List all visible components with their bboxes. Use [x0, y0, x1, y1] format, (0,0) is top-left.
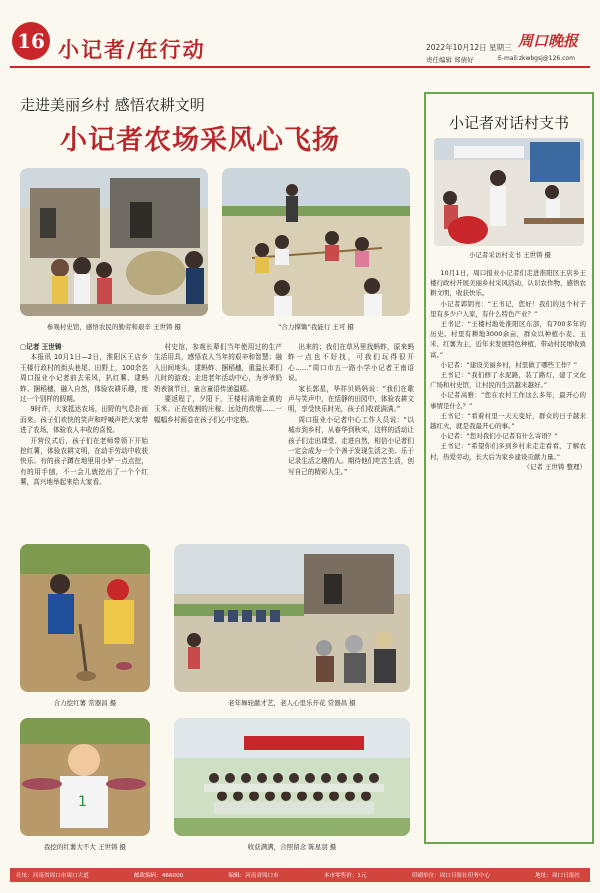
article-paragraph: 村史馆，参观长辈们当年使用过的生产生活用具，感悟农人当年的艰辛和智慧；融入田间地头，逮蚂蚱、捆稻穗，重温长辈们儿时的游戏；走进老年活动中心，为爷爷奶奶表演节目，童言童语传递温暖。: [154, 343, 282, 393]
sidebar-paragraph: 小记者郭钥亮：“王书记，您好！我们的这个村子里有多少户人家，有什么特色产业？”: [430, 299, 586, 318]
sidebar-paragraph: 王书记：“希望你们多到乡村来走走看看，了解农村，热爱劳动，长大后为家乡建设贡献力量。”: [430, 442, 586, 461]
sidebar-paragraph: 10月1日，周口报业小记者们走进淮阳区王店乡王楼行政村开展美丽乡村采风活动，认识农作物，感悟农耕文明，收获快乐。: [430, 269, 586, 298]
photo-caption: “合力撑锄”我能行 王可 摄: [278, 323, 354, 331]
article-paragraph: 本报讯 10月1日—2日，淮阳区王店乡王楼行政村的街头巷尾、田野上，100余名周口报业小记者前去采风，扒红薯、逮蚂蚱、捆稻穗，融入自然，体验农耕乐趣，度过一个别样的假期。: [20, 353, 148, 404]
sidebar-paragraph: 王书记：“看着村里一天天变好，群众的日子越来越红火，就是我最开心的事。”: [430, 411, 586, 431]
article-paragraph: 开营仪式后，孩子们在老师带领下开始挖红薯，体验农耕文明，在动手劳动中收获快乐。有的孩子蹲在地里用小铲一点点挖，有的用手刨，不一会儿就挖出了一个个红薯，高兴地举起来给大家看。: [20, 436, 148, 487]
photo-caption: 参观村史馆，感悟农民的勤劳和艰辛 王世铸 摄: [46, 323, 182, 331]
article-paragraph: 周口报业小记者中心工作人员说：“以城市到乡村，从春华到秋实，这样的活动让孩子们走出课堂、走进自然，相信小记者们一定会成为一个个善于发现生活之美、乐于记录生活之趣的人。期待他们吃苦生活，创写自己的精彩人生。”: [288, 415, 414, 476]
photo-digging-image: [20, 544, 150, 692]
svg-text:1: 1: [78, 794, 87, 810]
article-kicker: 走进美丽乡村 感悟农耕文明: [20, 96, 205, 114]
photo-interview: [434, 138, 584, 246]
contact-email: E-mail:zkwbgsj@126.com: [498, 55, 575, 62]
article-byline: ▢记者 王世铸: [20, 343, 62, 351]
sidebar-paragraph: 王书记：“王楼村地处淮阳区东部，有700多年的历史。村里有耕地3000余亩，群众以种植小麦、玉米、红薯为主，近年来发展特色种植，带动村民增收致富。”: [430, 320, 586, 359]
article-column-3: [288, 342, 414, 532]
article-paragraph: 出来的；我们在草丛里找蚂蚱，原来蚂蚱一点也不好找，可我们玩得很开心……”周口市五一路小学小记者王南语说。: [288, 343, 414, 383]
photo-rope-game-image: [222, 168, 410, 316]
page-footer: [10, 868, 590, 882]
issue-date: 2022年10月12日 星期三: [426, 43, 512, 52]
sidebar-title: 小记者对话村支书: [448, 114, 569, 132]
footer-item: 印刷单位：周口日报社印务中心: [411, 873, 491, 879]
sidebar-paragraph: （记者 王世铸 整理）: [523, 462, 586, 471]
footer-item: 地址：周口日报社: [535, 873, 580, 879]
photo-village-museum-image: [20, 168, 208, 316]
article-paragraph: 9时许，大家抵达农场，田野的气息扑面而来。孩子们欢快的笑声和呼喊声把大家带进了农场，体验农人丰收的喜悦。: [20, 405, 148, 435]
sidebar-paragraph: 小记者：“您对我们小记者有什么寄语？”: [440, 432, 558, 441]
article-column-1: [20, 342, 148, 532]
article-paragraph: 要返程了，夕阳下，王楼村满地金黄的玉米、正在收割的庄稼、远处的炊烟……一幅幅乡村画卷在孩子们心中定格。: [154, 395, 282, 424]
photo-caption: 合力挖红薯 常器昌 摄: [53, 699, 117, 707]
photo-boy-sweet-potato-image: [20, 718, 150, 836]
photo-group: [174, 718, 410, 836]
photo-caption: 老年舞轮献才艺，老人心里乐开花 常器昌 摄: [228, 699, 356, 707]
footer-item: 邮政编码：466000: [133, 873, 184, 879]
sidebar-paragraph: 小记者高雅：“您在农村工作这么多年，最开心的事情是什么？”: [430, 391, 586, 410]
sidebar-paragraph: 小记者：“建设美丽乡村，村里做了哪些工作？”: [440, 360, 578, 369]
photo-senior-center-image: [174, 544, 410, 692]
article-headline: 小记者农场采风心飞扬: [60, 125, 340, 156]
article-paragraph: 家长郭星，华祥贝妈妈说：“我们在歌声与笑声中，在恬静的田园中，体验农耕文明，享受快乐时光，孩子们收获满满。”: [288, 384, 414, 414]
photo-village-museum: [20, 168, 208, 316]
photo-senior-center: [174, 544, 410, 692]
section-title: 小记者/在行动: [58, 37, 206, 62]
photo-boy-sweet-potato: [20, 718, 150, 836]
footer-item: 社址：河南省周口市周口大道: [16, 873, 89, 879]
article-column-2: [154, 342, 282, 532]
header-rule: [10, 66, 590, 68]
page-number-badge: 16: [12, 22, 50, 60]
photo-caption: 小记者采访村支书 王世铸 摄: [468, 251, 552, 259]
editor-line: 责任编辑 郑倩好: [426, 56, 474, 64]
footer-item: 编辑：河南省周口市: [228, 873, 279, 879]
page-header: [0, 0, 600, 70]
photo-interview-image: [434, 138, 584, 246]
sidebar-text: [430, 268, 586, 836]
sidebar-paragraph: 王书记：“我们修了水泥路，装了路灯，建了文化广场和村史馆，让村民的生活越来越好。”: [430, 371, 586, 390]
photo-group-image: [174, 718, 410, 836]
photo-rope-game: [222, 168, 410, 316]
photo-caption: 我挖的红薯大不大 王世铸 摄: [43, 843, 127, 851]
photo-digging: [20, 544, 150, 692]
photo-caption: 收获满满，合照留念 陈星羽 摄: [247, 843, 337, 851]
newspaper-logo: 周口晚报: [518, 32, 579, 50]
footer-item: 本市零售价：1元: [323, 873, 367, 879]
